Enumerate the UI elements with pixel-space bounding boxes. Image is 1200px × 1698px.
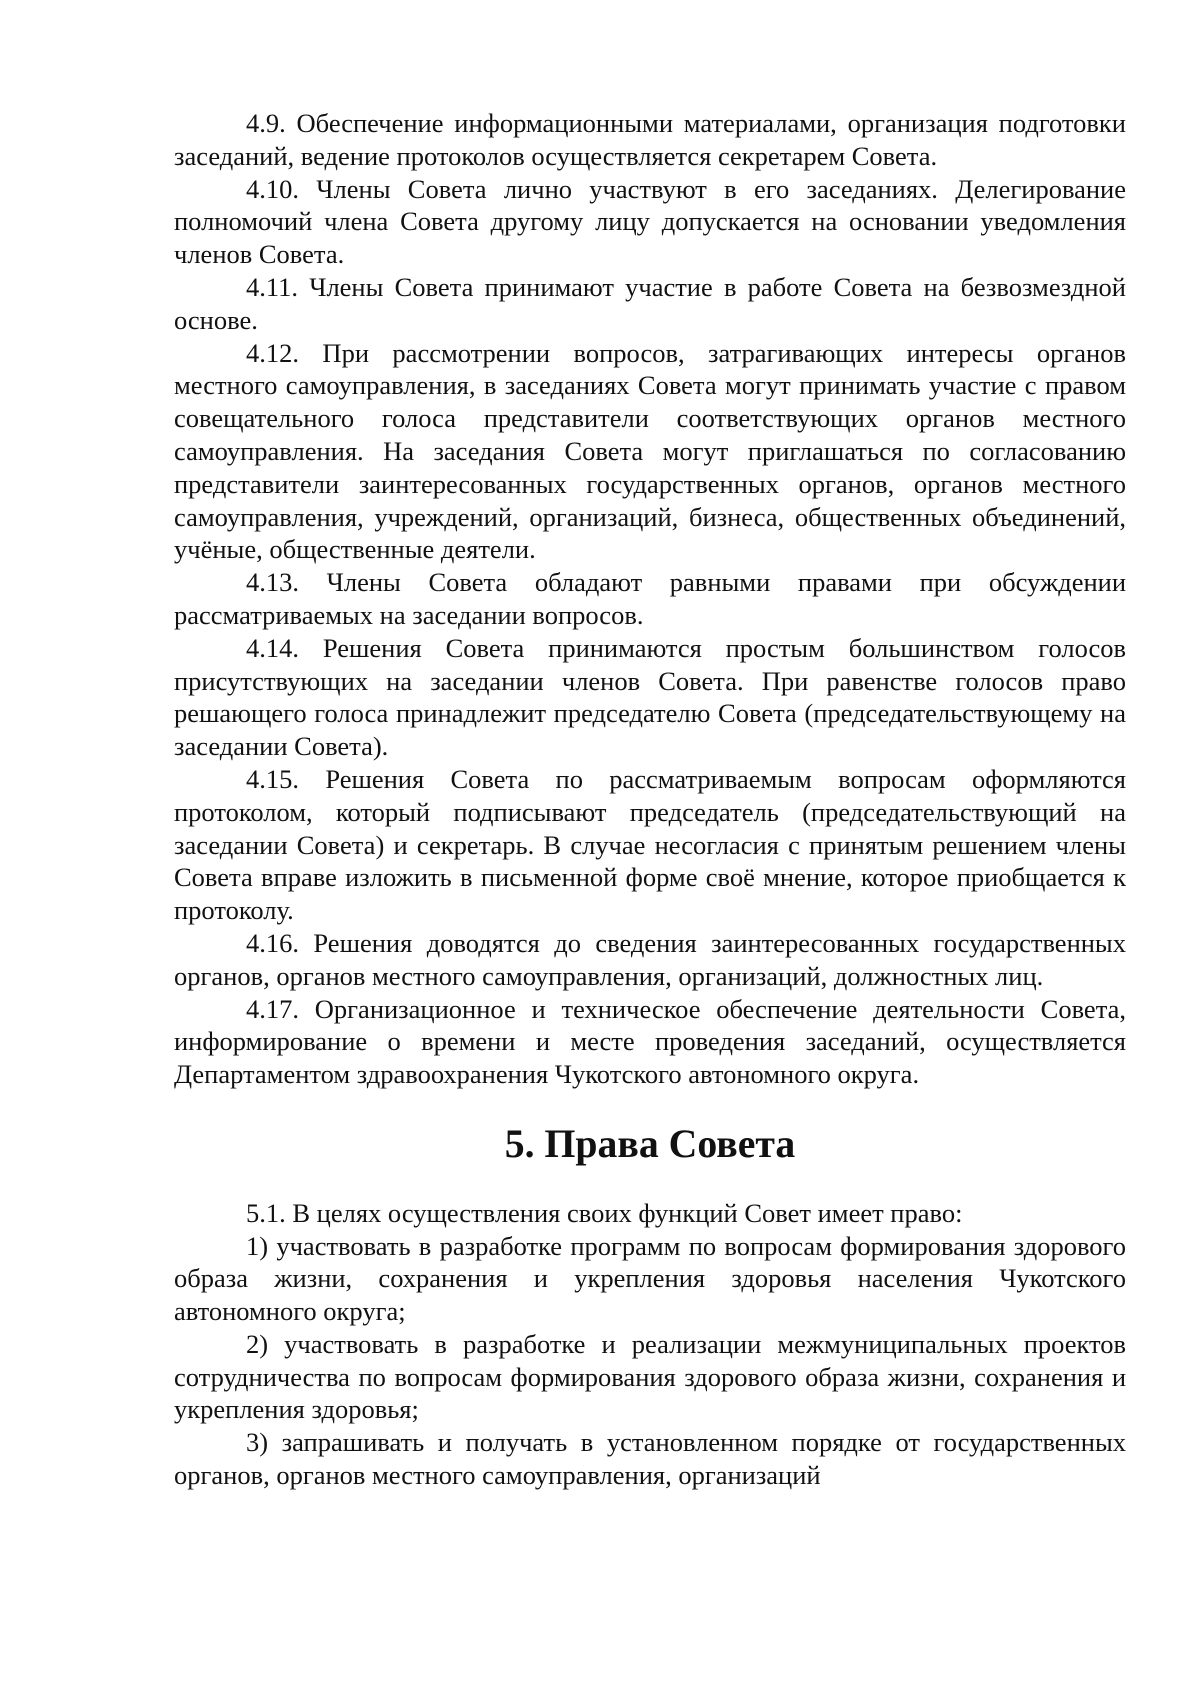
paragraph-4-11: 4.11. Члены Совета принимают участие в работе Совета на безвозмездной основе. xyxy=(174,271,1126,335)
paragraph-4-12: 4.12. При рассмотрении вопросов, затрагивающих интересы органов местного самоуправления, в заседаниях Совета могут принимать участие с правом совещательного голоса представители соответствующих органов местного самоуправления. На заседания Совета могут приглашаться по согласованию представители заинтересованных государственных органов, органов местного самоуправления, учреждений, организаций, бизнеса, общественных объединений, учёные, общественные деятели. xyxy=(174,337,1126,565)
paragraph-4-13: 4.13. Члены Совета обладают равными правами при обсуждении рассматриваемых на заседании вопросов. xyxy=(174,567,1126,630)
paragraph-4-17: 4.17. Организационное и техническое обеспечение деятельности Совета, информирование о времени и месте проведения заседаний, осуществляется Департаментом здравоохранения Чукотского автономного округа. xyxy=(174,993,1126,1090)
paragraph-5-1: 5.1. В целях осуществления своих функций Совет имеет право: xyxy=(246,1197,963,1228)
paragraph-4-14: 4.14. Решения Совета принимаются простым большинством голосов присутствующих на заседании членов Совета. При равенстве голосов право решающего голоса принадлежит председателю Совета (председательствующему на заседании Совета). xyxy=(174,632,1126,762)
list-item-2: 2) участвовать в разработке и реализации межмуниципальных проектов сотрудничества по вопросам формирования здорового образа жизни, сохранения и укрепления здоровья; xyxy=(174,1328,1126,1425)
list-item-1: 1) участвовать в разработке программ по вопросам формирования здорового образа жизни, сохранения и укрепления здоровья населения Чукотского автономного округа; xyxy=(174,1230,1126,1327)
paragraph-4-16: 4.16. Решения доводятся до сведения заинтересованных государственных органов, органов местного самоуправления, организаций, должностных лиц. xyxy=(174,927,1126,991)
paragraph-4-15: 4.15. Решения Совета по рассматриваемым вопросам оформляются протоколом, который подписывают председатель (председательствующий на заседании Совета) и секретарь. В случае несогласия с принятым решением члены Совета вправе изложить в письменной форме своё мнение, которое приобщается к протоколу. xyxy=(174,763,1126,926)
document-page xyxy=(174,107,1126,1492)
paragraph-4-9: 4.9. Обеспечение информационными материалами, организация подготовки заседаний, ведение протоколов осуществляется секретарем Совета. xyxy=(174,108,1126,171)
paragraph-4-10: 4.10. Члены Совета лично участвуют в его заседаниях. Делегирование полномочий члена Совета другому лицу допускается на основании уведомления членов Совета. xyxy=(174,173,1126,270)
list-item-3: 3) запрашивать и получать в установленном порядке от государственных органов, органов местного самоуправления, организаций xyxy=(174,1427,1126,1491)
section-heading: 5. Права Совета xyxy=(504,1121,796,1166)
